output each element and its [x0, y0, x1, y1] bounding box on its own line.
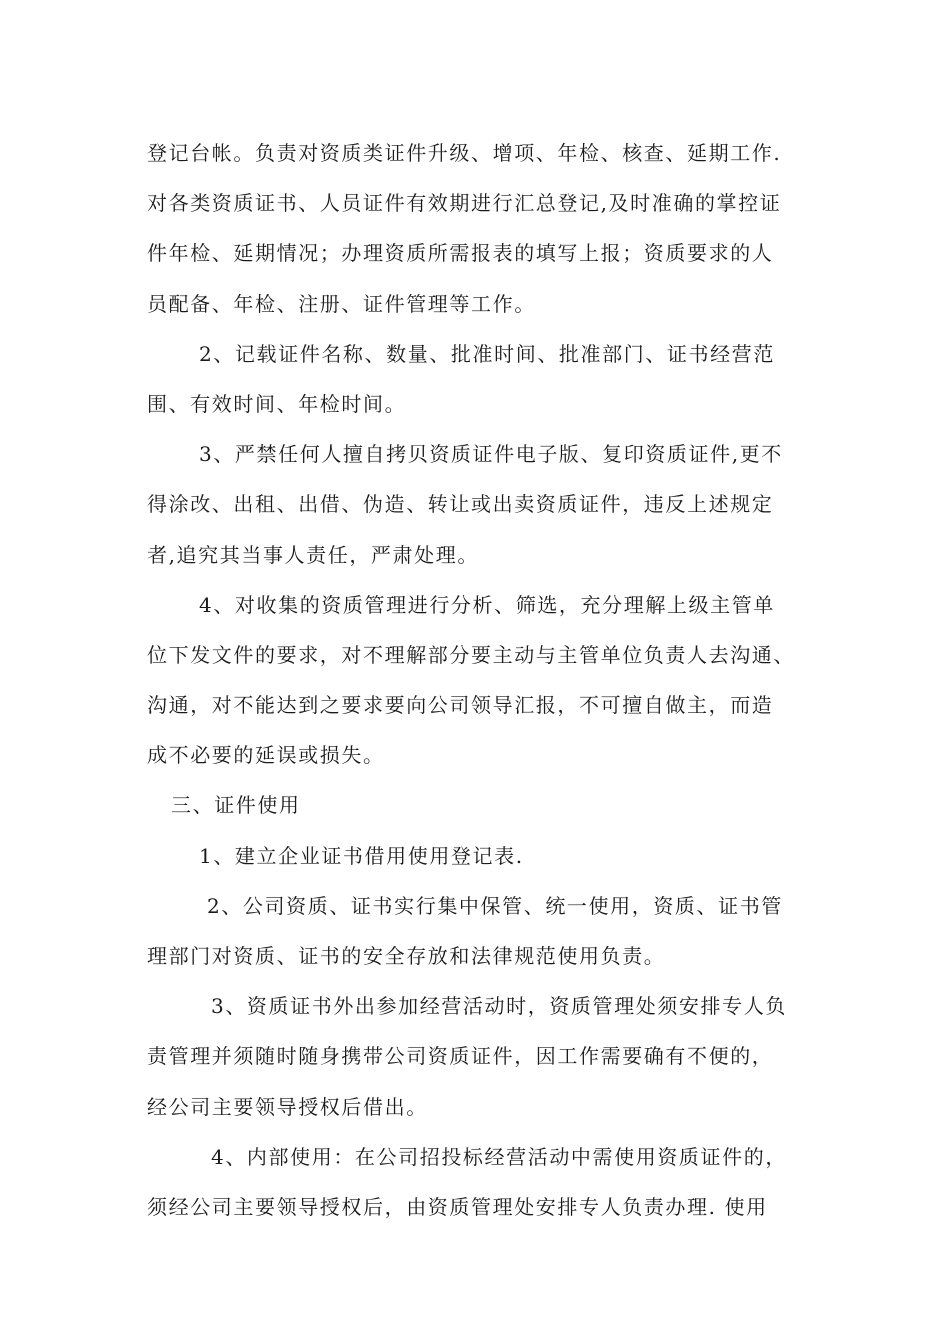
text-line: 4、对收集的资质管理进行分析、筛选，充分理解上级主管单 [199, 592, 775, 617]
section-heading: 三、证件使用 [171, 793, 301, 818]
text-line: 2、记载证件名称、数量、批准时间、批准部门、证书经营范 [199, 341, 775, 366]
text-line: 1、建立企业证书借用使用登记表. [199, 843, 524, 868]
document-body [147, 128, 817, 1232]
text-line: 4、内部使用：在公司招投标经营活动中需使用资质证件的， [211, 1144, 787, 1169]
text-line: 对各类资质证书、人员证件有效期进行汇总登记,及时准确的掌控证 [147, 191, 782, 216]
text-line: 经公司主要领导授权后借出。 [147, 1094, 428, 1119]
text-line: 登记台帐。负责对资质类证件升级、增项、年检、核查、延期工作. [147, 141, 782, 165]
text-line: 责管理并须随时随身携带公司资质证件，因工作需要确有不便的， [147, 1044, 774, 1069]
text-line: 沟通，对不能达到之要求要向公司领导汇报，不可擅自做主，而造 [147, 693, 774, 718]
text-line: 理部门对资质、证书的安全存放和法律规范使用负责。 [147, 944, 666, 968]
text-line: 件年检、延期情况；办理资质所需报表的填写上报；资质要求的人 [147, 241, 774, 266]
text-line: 3、资质证书外出参加经营活动时，资质管理处须安排专人负 [211, 994, 787, 1019]
text-line: 2、公司资质、证书实行集中保管、统一使用，资质、证书管 [207, 893, 783, 918]
text-line: 者,追究其当事人责任，严肃处理。 [147, 542, 479, 567]
text-line: 3、严禁任何人擅自拷贝资质证件电子版、复印资质证件,更不 [199, 442, 783, 467]
text-line: 成不必要的延误或损失。 [147, 743, 385, 768]
text-line: 得涂改、出租、出借、伪造、转让或出卖资质证件，违反上述规定 [147, 492, 774, 517]
text-line: 须经公司主要领导授权后，由资质管理处安排专人负责办理. 使用 [147, 1194, 768, 1219]
text-line: 围、有效时间、年检时间。 [147, 391, 407, 416]
text-line: 位下发文件的要求，对不理解部分要主动与主管单位负责人去沟通、 [147, 642, 795, 667]
text-line: 员配备、年检、注册、证件管理等工作。 [147, 291, 536, 316]
